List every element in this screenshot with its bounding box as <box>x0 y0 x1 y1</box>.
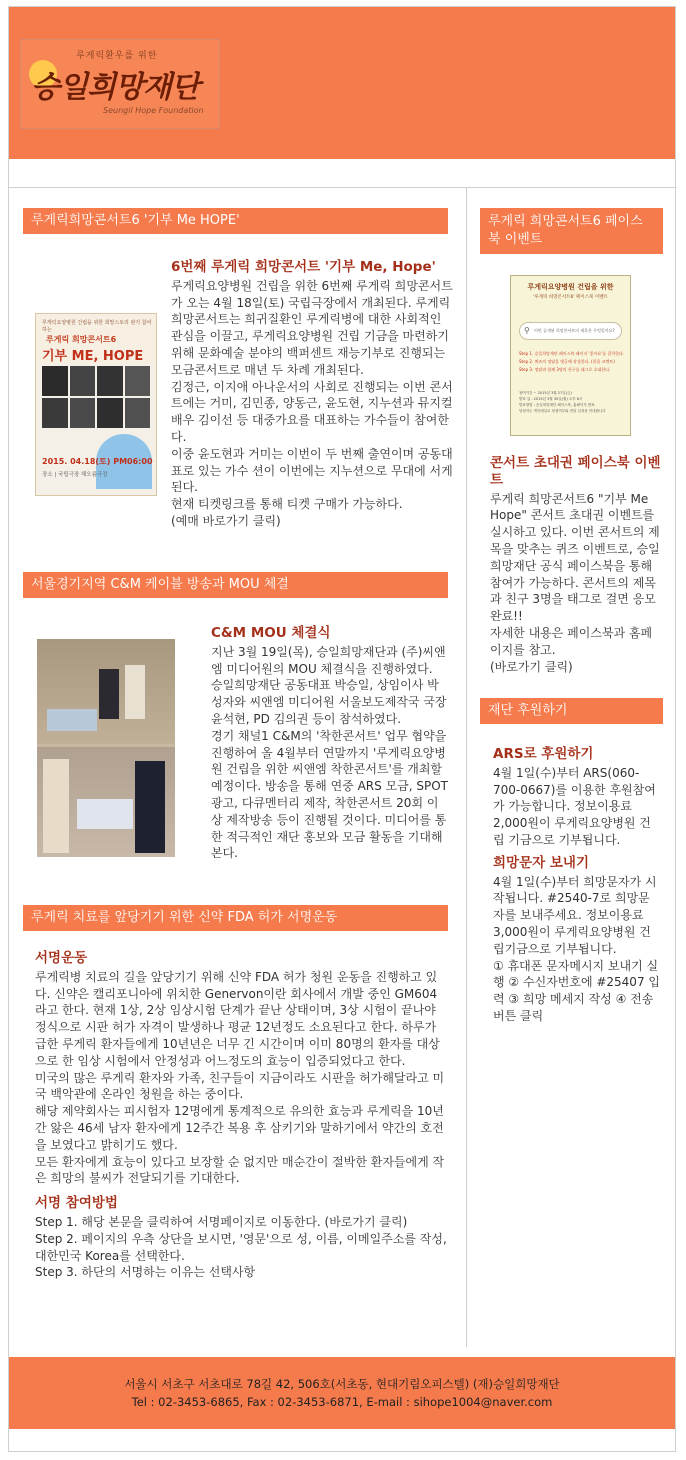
event-card-title: 루게릭요양병원 건립을 위한 <box>527 283 614 291</box>
ars-headline: ARS로 후원하기 <box>493 746 594 762</box>
column-divider <box>466 187 467 1347</box>
article-fda-petition <box>35 950 447 1281</box>
petition-step: Step 2. 페이지의 우측 상단을 보시면, '영문'으로 성, 이름, 이메일주소를 작성, 대한민국 Korea를 선택한다. <box>35 1231 447 1263</box>
footer-contact[interactable]: Tel : 02-3453-6865, Fax : 02-3453-6871, E-mail : sihope1004@naver.com <box>131 1395 553 1409</box>
article-paragraph: 승일희망재단 공동대표 박승일, 상임이사 박성자와 씨앤엠 미디어원 서울보도제작국 국장 윤석현, PD 김의권 등이 참석하였다. <box>211 678 447 726</box>
article-paragraph: 현재 티켓링크를 통해 티켓 구매가 가능하다. <box>171 497 403 512</box>
logo-tagline: 루게릭환우를 위한 <box>76 51 158 61</box>
search-icon: ⚲ <box>524 326 530 335</box>
header-banner <box>9 7 675 159</box>
sidebar-title-facebook-event: 루게릭 희망콘서트6 페이스북 이벤트 <box>480 208 663 254</box>
sms-headline: 희망문자 보내기 <box>493 854 589 871</box>
ticket-link[interactable]: (예매 바로가기 클릭) <box>171 513 281 528</box>
event-question-box <box>519 322 622 340</box>
footer-address: 서울시 서초구 서초대로 78길 42, 506호(서초동, 현대기림오피스텔) (재)승일희망재단 <box>124 1377 560 1391</box>
facebook-event-card[interactable] <box>510 275 631 436</box>
poster-performers-grid <box>42 366 150 428</box>
event-note: 발표방법 : 승일희망재단 페이스북, 홈페이지 발표 <box>519 403 595 407</box>
logo-english-name: Seungil Hope Foundation <box>103 106 204 115</box>
poster-subtitle: 루게릭 희망콘서트6 <box>46 335 117 344</box>
article-headline: 6번째 루게릭 희망콘서트 '기부 Me, Hope' <box>171 259 436 275</box>
event-note: 당첨자는 개인메일로 당첨여부와 전달 일정을 안내합니다 <box>519 409 606 413</box>
article-paragraph: 자세한 내용은 페이스북과 홈페이지를 참고. <box>490 625 653 657</box>
article-paragraph: 루게릭병 치료의 길을 앞당기기 위해 신약 FDA 허가 청원 운동을 진행하고 있다. 신약은 캘리포니아에 위치한 Genervon이란 회사에서 개발 중인 GM604라고 한다. 현재 1상, 2상 임상시험 단계가 끝난 상태이며, 3상 시험이 끝나야 정식으로 시판 허가 자격이 발생하나 평균 12년정도 소요된다고 한다. 하루가 급한 루게릭 환자들에게 10년년은 너무 긴 시간이며 이미 80명의 환자를 대상으로 한 임상 시험에서 안정성과 어느정도의 효능이 입증되었다고 한다. <box>35 969 440 1068</box>
article-headline: C&M MOU 체결식 <box>211 625 331 641</box>
sidebar-article-donate <box>493 746 661 1025</box>
article-paragraph: 루게릭 희망콘서트6 "기부 Me Hope" 콘서트 초대권 이벤트를 실시하고 있다. 이번 콘서트의 제목을 맞추는 퀴즈 이벤트로, 승일희망재단 공식 페이스북을 통해 참여가 가능하다. 콘서트의 제목과 친구 3명을 태그로 걸면 응모 완료!! <box>490 491 660 624</box>
concert-poster[interactable] <box>35 313 157 496</box>
event-steps <box>519 350 627 374</box>
poster-top-text: 루게릭요양병원 건립을 위한 희망스토리 관기 참여 하는 <box>42 320 152 333</box>
sms-text: 4월 1일(수)부터 희망문자가 시작됩니다. #2540-7로 희망문자를 보내주세요. 정보이용료 3,000원이 루게릭요양병원 건립기금으로 기부됩니다. <box>493 874 657 956</box>
article-concert <box>171 259 455 530</box>
event-announce: 발표 일 : 2015년 3월 30일(월) 오후 6시 <box>519 397 583 401</box>
event-question: 이번 공개된 희망콘서트의 제목은 무엇일까요? <box>534 328 615 333</box>
article-headline: 콘서트 초대권 페이스북 이벤트 <box>490 455 661 488</box>
article-paragraph: 경기 채널1 C&M의 '착한콘서트' 업무 협약을 진행하여 올 4월부터 연말까지 '루게릭요양병원 건립을 위한 씨앤엠 착한콘서트'를 개최할 예정이다. 방송을 통해 연중 ARS 모금, SPOT광고, 다큐멘터리 제작, 착한콘서트 20회 이상 제작방송 등이 진행될 것이다. 미디어를 통한 적극적인 재단 홍보와 모금 활동을 기대해본다. <box>211 728 449 861</box>
poster-title: 기부 ME, HOPE <box>42 349 144 364</box>
event-period: 참여기간 ~ 2015년 3월 27일(금) <box>519 391 572 395</box>
article-paragraph: 미국의 많은 루게릭 환자와 가족, 친구들이 지금이라도 시판을 허가해달라고 미국 백악관에 온라인 청원을 하는 중이다. <box>35 1070 445 1102</box>
article-subheadline: 서명 참여방법 <box>35 1195 118 1212</box>
section-title-mou: 서울경기지역 C&M 케이블 방송과 MOU 체결 <box>23 572 448 598</box>
article-mou <box>211 625 449 862</box>
sms-steps: ① 휴대폰 문자메시지 보내기 실행 ② 수신자번호에 #25407 입력 ③ 희망 메세지 작성 ④ 전송버튼 클릭 <box>493 958 660 1023</box>
event-notes <box>519 390 627 414</box>
article-paragraph: 해당 제약회사는 피시험자 12명에게 통계적으로 유의한 효능과 루게릭을 10년간 앓은 46세 남자 환자에게 12주간 복용 후 삼키기와 말하기에서 약간의 호전을 보였다고 밝히기도 했다. <box>35 1104 444 1152</box>
petition-step[interactable]: Step 1. 해당 본문을 클릭하여 서명페이지로 이동한다. (바로가기 클릭) <box>35 1214 408 1229</box>
event-card-subtitle: '루게릭 희망콘서트6' 페이스북 이벤트 <box>533 295 608 300</box>
facebook-link[interactable]: (바로가기 클릭) <box>490 659 573 674</box>
event-step: Step 1. 승일희망재단 페이스북 페이지 '좋아요'를 클릭한다. <box>519 351 625 356</box>
article-paragraph: 모든 환자에게 효능이 있다고 보장할 순 없지만 매순간이 절박한 환자들에게 작은 희망의 불씨가 전달되기를 기대한다. <box>35 1154 445 1186</box>
sidebar-article-facebook <box>490 455 662 675</box>
newsletter-frame <box>8 6 676 1452</box>
article-paragraph: 루게릭요양병원 건립을 위한 6번째 루게릭 희망콘서트가 오는 4월 18일(토) 국립극장에서 개최된다. 루게릭 희망콘서트는 희귀질환인 루게릭병에 대한 사회적인 관심을 이끌고, 루게릭요양병원 건립 기금을 마련하기 위해 문화예술 분야의 백퍼센트 재능기부로 진행되는 모금콘서트로 매년 두 차례 개최된다. <box>171 278 453 377</box>
petition-step: Step 3. 하단의 서명하는 이유는 선택사항 <box>35 1265 256 1280</box>
footer <box>9 1357 675 1429</box>
poster-venue: 장소 | 국립극장 해오름극장 <box>42 472 108 478</box>
foundation-logo[interactable] <box>20 39 220 129</box>
sidebar-title-donate: 재단 후원하기 <box>480 698 663 724</box>
header-divider <box>9 187 675 188</box>
poster-date: 2015. 04.18(토) PM06:00 <box>42 457 153 466</box>
mou-ceremony-photo <box>37 639 175 857</box>
section-title-concert: 루게릭희망콘서트6 '기부 Me HOPE' <box>23 208 448 234</box>
article-headline: 서명운동 <box>35 950 88 966</box>
article-paragraph: 이중 윤도현과 거미는 이번이 두 번째 출연이며 공동대표로 있는 가수 션이 이번에는 지누션으로 무대에 서게 된다. <box>171 446 453 495</box>
article-paragraph: 지난 3월 19일(목), 승일희망재단과 (주)씨앤엠 미디어원의 MOU 체결식을 진행하였다. <box>211 644 446 676</box>
ars-text: 4월 1일(수)부터 ARS(060-700-0667)를 이용한 후원참여가 가능합니다. 정보이용료 2,000원이 루게릭요양병원 건립 기금으로 기부됩니다. <box>493 765 656 847</box>
event-step: Step 2. 퀴즈의 정답을 댓글에 작성한다. (한줄 코멘트) <box>519 359 615 364</box>
event-step: Step 3. 정답과 함께 3명의 친구를 태그로 초대한다. <box>519 367 611 372</box>
logo-wordmark: 승일희망재단 <box>31 70 199 105</box>
section-title-fda: 루게릭 치료를 앞당기기 위한 신약 FDA 허가 서명운동 <box>23 905 448 931</box>
article-paragraph: 김정근, 이지애 아나운서의 사회로 진행되는 이번 콘서트에는 거미, 김민종, 양동근, 윤도현, 지누션과 뮤지컬배우 김이선 등 대중가요를 대표하는 가수들이 참여한다. <box>171 379 453 444</box>
